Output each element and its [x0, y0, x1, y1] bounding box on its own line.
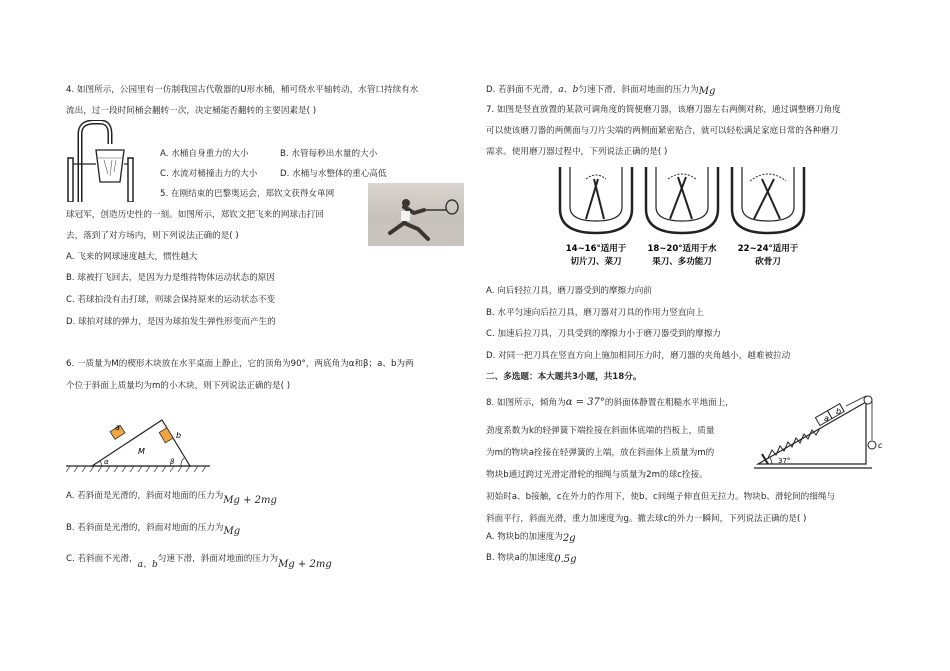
incline-figure: [754, 392, 886, 472]
q6-option-a: A. 若斜面是光滑的，斜面对地面的压力为Mg + 2mg: [66, 491, 277, 506]
q8-line5: 初始时a、b接触，c在外力的作用下，使b、c间绳子伸直但无拉力。物块b、滑轮间的细绳与: [486, 492, 836, 502]
wedge-figure: [66, 416, 210, 474]
q5-option-a: A. 飞来的网球速度越大，惯性越大: [66, 252, 198, 262]
q7-option-b: B. 水平匀速向后拉刀具，磨刀器对刀具的作用力竖直向上: [486, 308, 704, 318]
q8-line1: 8. 如图所示，倾角为α = 37°的斜面体静置在粗糙水平地面上，: [486, 397, 734, 408]
q4-option-d: D. 水桶与水整体的重心高低: [280, 169, 387, 179]
label-b: b: [176, 431, 182, 440]
q8-line3: 为m的物块a拴接在轻弹簧的上端，放在斜面体上质量为m的: [486, 448, 715, 458]
caption-3b: 砍骨刀: [755, 257, 781, 267]
q8-line6: 斜面平行，斜面光滑，重力加速度为g。撤去球c的外力一瞬间，下列说法正确的是( ): [486, 514, 807, 524]
q4-line2: 流出，过一段时间桶会翻转一次，决定桶能否翻转的主要因素是( ): [66, 106, 317, 116]
q6a-math: Mg + 2mg: [223, 495, 277, 506]
tennis-photo: [368, 183, 464, 246]
pulley: [864, 396, 872, 404]
q6c-ab: a、b: [137, 560, 158, 570]
q5-option-c: C. 若球拍没有击打球，则球会保持原来的运动状态不变: [66, 295, 276, 305]
post-right: [128, 158, 133, 202]
q6-line2: 个位于斜面上质量均为m的小木块，则下列说法正确的是( ): [66, 381, 291, 391]
caption-2b: 果刀、多功能刀: [652, 257, 712, 267]
q6-option-d: D. 若斜面不光滑，a、b匀速下滑，斜面对地面的压力为Mg: [486, 85, 716, 97]
q8a-math: 2g: [562, 533, 576, 544]
q7-option-a: A. 向后轻拉刀具，磨刀器受到的摩擦力向前: [486, 286, 652, 296]
q8-option-a: A. 物块b的加速度为2g: [486, 532, 576, 544]
label-M: M: [138, 447, 145, 456]
label-a: a: [824, 414, 829, 423]
q7-option-c: C. 加速后拉刀具，刀具受到的摩擦力小于磨刀器受到的摩擦力: [486, 329, 721, 339]
q8-angle-math: α = 37°: [565, 397, 605, 408]
caption-1a: 14~16°适用于: [565, 244, 627, 254]
sharpener-figure: [556, 165, 808, 269]
q5-line2: 球冠军，创造历史性的一刻。如图所示，郑钦文把飞来的网球击打回: [66, 210, 324, 220]
q4-option-c: C. 水流对桶撞击力的大小: [160, 169, 258, 179]
q6c-math: Mg + 2mg: [278, 559, 332, 570]
q8-line2: 劲度系数为k的轻弹簧下端拴接在斜面体底端的挡板上，质量: [486, 426, 715, 436]
q4-option-b: B. 水管每秒出水量的大小: [280, 149, 378, 159]
q6d-math: Mg: [698, 86, 716, 97]
label-c: c: [878, 441, 883, 450]
post-left: [68, 158, 73, 202]
bucket: [96, 150, 124, 182]
bucket-figure: [66, 120, 154, 202]
caption-3a: 22~24°适用于: [737, 244, 799, 254]
q6b-math: Mg: [223, 526, 241, 537]
q7-option-d: D. 对同一把刀具在竖直方向上施加相同压力时，磨刀器的夹角越小，越难被拉动: [486, 351, 791, 361]
label-a: a: [115, 423, 120, 432]
q6-option-b: B. 若斜面是光滑的，斜面对地面的压力为Mg: [66, 523, 241, 537]
q5-line1: 5. 在刚结束的巴黎奥运会，郑钦文获得女单网: [160, 189, 335, 199]
q5-option-b: B. 球被打飞回去，是因为力是维持物体运动状态的原因: [66, 273, 276, 283]
q7-line3: 需求。使用磨刀器过程中，下列说法正确的是( ): [486, 147, 668, 157]
q6-option-c: C. 若斜面不光滑，a、b匀速下滑，斜面对地面的压力为Mg + 2mg: [66, 554, 332, 570]
sharpener-1: [560, 167, 632, 233]
label-beta: β: [170, 458, 175, 466]
sharpener-2: [646, 167, 718, 233]
q4-option-a: A. 水桶自身重力的大小: [160, 149, 249, 159]
q8b-math: 0.5g: [554, 554, 577, 565]
section-heading-multiple-choice: 二、多选题：本大题共3小题，共18分。: [486, 372, 642, 382]
incline-body: [758, 402, 866, 464]
q7-line1: 7. 如图是竖直放置的某款可调角度的简便磨刀器，该磨刀器左右两侧对称，通过调整磨刀角度: [486, 105, 841, 115]
q8-option-b: B. 物块a的加速度0.5g: [486, 553, 577, 565]
q6-line1: 6. 一质量为M的楔形木块放在水平桌面上静止，它的顶角为90°，两底角为α和β；a、b为两: [66, 359, 414, 369]
label-b: b: [836, 407, 842, 416]
q4-line1: 4. 如图所示，公园里有一仿制我国古代敬器的U形水桶，桶可绕水平轴转动，水管口持续有水: [66, 85, 419, 95]
caption-2a: 18~20°适用于水: [647, 244, 717, 254]
ball-c: [868, 441, 876, 449]
q8-line4: 物块b通过跨过光滑定滑轮的细绳与质量为2m的球c拴接。: [486, 470, 708, 480]
label-alpha: α: [104, 458, 109, 466]
q5-line3: 去，落到了对方场内，则下列说法正确的是( ): [66, 231, 239, 241]
label-angle: 37°: [778, 457, 791, 465]
sharpener-3: [732, 167, 804, 233]
q5-option-d: D. 球拍对球的弹力，是因为球拍发生弹性形变而产生的: [66, 317, 276, 327]
q7-line2: 可以使该磨刀器的两侧面与刀片尖端的两侧面紧密贴合，就可以轻松满足家庭日常的各种磨刀: [486, 126, 839, 136]
caption-1b: 切片刀、菜刀: [570, 257, 622, 267]
